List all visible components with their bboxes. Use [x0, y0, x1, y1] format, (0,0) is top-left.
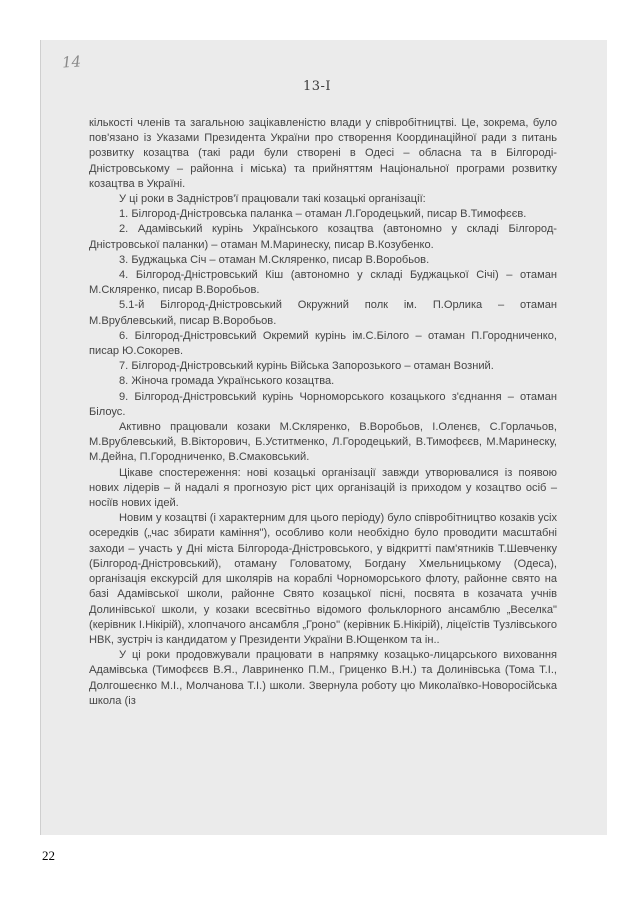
- list-item: 5.1-й Білгород-Дністровський Окружний полк ім. П.Орлика – отаман М.Врублевський, писар В.Воробьов.: [89, 299, 557, 327]
- paragraph: Новим у козацтві (і характерним для цього періоду) було співробітництво козаків усіх осередків („час збирати каміння"), особливо коли необхідно було проводити масштабні заходи – участь у Дні міста Білгорода-Дністровського, у відкритті пам'ятників Т.Шевченку (Білгород-Дністровський), отаману Головатому, Богдану Хмельницькому (Одеса), організація екскурсій для школярів на кораблі Чорноморського флоту, районне свято на базі Адамівської школи, районне Свято козацької пісні, посвята в козачата учнів Долинівської школи, у козаки всесвітньо відомого фольклорного ансамблю „Веселка" (керівник І.Нікірій), хлопчачого ансамбля „Гроно" (керівник Б.Нікірій), ліцеїстів Тузлівського НВК, зустріч із кандидатом у Президенти України В.Ющенком та ін..: [89, 512, 557, 646]
- list-item: 6. Білгород-Дністровський Окремий курінь ім.С.Білого – отаман П.Городниченко, писар Ю.Сокорев.: [89, 329, 557, 358]
- list-item: 9. Білгород-Дністровський курінь Чорноморського козацького з'єднання – отаман Білоус.: [89, 390, 557, 418]
- paragraph: У ці роки в Задністров'ї працювали такі козацькі організації:: [119, 193, 426, 206]
- page-stamp: 13-I: [303, 79, 332, 94]
- list-item: 2. Адамівський курінь Українського козацтва (автономно у складі Білгород-Дністровської паланки) – отаман М.Маринеску, писар В.Козубенко.: [89, 223, 557, 251]
- list-item: 1. Білгород-Дністровська паланка – отаман Л.Городецький, писар В.Тимофєєв.: [119, 208, 527, 221]
- document-body: [89, 116, 557, 709]
- paragraph: Активно працювали козаки М.Скляренко, В.Воробьов, І.Оленєв, С.Горлачьов, М.Врублевський, В.Вікторович, Б.Уститменко, Л.Городецький, В.Тимофєєв, М.Маринеску, М.Дейна, П.Городниченко, В.Смаковський.: [89, 421, 557, 464]
- handwritten-mark: 14: [61, 52, 82, 72]
- list-item: 8. Жіноча громада Українського козацтва.: [119, 375, 335, 388]
- footer-page-number: 22: [42, 848, 55, 863]
- paragraph: Цікаве спостереження: нові козацькі організації завжди утворювалися із появою нових лідерів – й надалі я прогнозую ріст цих організацій із приходом у козацтво осіб – носіїв нових ідей.: [89, 466, 557, 510]
- paragraph: кількості членів та загальною зацікавленістю влади у співробітництві. Це, зокрема, було пов'язано із Указами Президента України про створення Координаційної ради з питань розвитку козацтва (такі ради були створені в Одесі – обласна та в Білгороді-Дністровському – районна і міська) та прийняттям Національної програми розвитку козацтва в Україні.: [89, 117, 557, 190]
- list-item: 7. Білгород-Дністровський курінь Війська Запорозького – отаман Возний.: [119, 360, 494, 373]
- list-item: 3. Буджацька Січ – отаман М.Скляренко, писар В.Воробьов.: [119, 253, 430, 266]
- list-item: 4. Білгород-Дністровський Кіш (автономно у складі Буджацької Січі) – отаман М.Скляренко, писар В.Воробьов.: [89, 269, 557, 297]
- paragraph: У ці роки продовжували працювати в напрямку козацько-лицарського виховання Адамівська (Тимофєєв В.Я., Лавриненко П.М., Гриценко В.Н.) та Долинівська (Тома Т.І., Долгошеєнко М.І., Молчанова Т.І.) школи. Звернула роботу цю Миколаївко-Новоросійська школа (із: [89, 649, 557, 707]
